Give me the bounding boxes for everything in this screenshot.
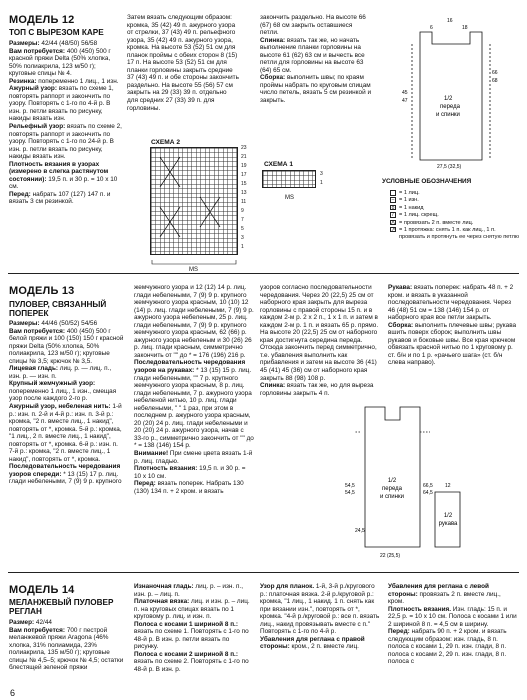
model-13-subtitle: ПУЛОВЕР, СВЯЗАННЫЙ ПОПЕРЕК: [9, 300, 107, 319]
paragraph: Плотность вязания в узорах (измерено в слегка растянутом состоянии): 19,5 п. и 30 р. = 10 х 10 см.: [9, 160, 118, 191]
legend-list: [390, 190, 520, 241]
model-13-title: МОДЕЛЬ 13: [9, 285, 75, 297]
ssk-icon: ↗: [391, 226, 396, 233]
paragraph: Ажурный узор, небеленая нить: 1-й р.: изн. п. 2-й и 4-й р.: изн. п. 3-й р.: кромка, "2 п. вместе лиц., 1 накид", повторять от *, кромка. 5-й р.: кромка, "1 лиц., 2 п. вместе лиц., 1 накид", повторять от *, кромка. 6-й р.: изн. п. 7-й р.: кромка, "2 п. вместе лиц., 1 накид", повторять от *, кромка.: [9, 403, 122, 463]
paragraph: Вам потребуется: 400 (450) 500 г белой пряжи и 100 (150) 150 г красной пряжи Delta (50% хлопка, 50% полиакрила, 123 м/50 г); круговые спицы № 3,5; крючок № 3,5.: [9, 327, 124, 365]
front-back-label-2: переда: [382, 486, 402, 492]
dim-label: 12: [445, 483, 451, 489]
model-14-text-col4: [388, 583, 518, 689]
paragraph: Сборка: выполнить плечевые швы; рукава вшить поверх сборок; выполнить швы рукавов и боковые швы. Все края крючком обвязать красной нитью по 1 круговому р. ст. б/н и по 1 р. «рачьего шага» (ст. б/н слева направо).: [388, 321, 517, 367]
section-divider: [8, 273, 519, 274]
paragraph: Полоса с косами 1 шириной 8 п.: вязать по схеме 1. Повторять с 1-го по 48-й р. В изн. р. петли вязать по рисунку.: [134, 620, 249, 651]
paragraph: Перед: набрать 107 (127) 147 п. и вязать 3 см резинкой.: [9, 190, 111, 206]
paragraph: Размеры: 42/44 (48/50) 56/58: [9, 40, 98, 47]
model-12-text-col3: [260, 14, 372, 154]
schema-2-row-number: 7: [241, 217, 244, 223]
schema-1-row-3: 3: [320, 171, 323, 177]
model-13-text-col3: [260, 284, 382, 397]
schema-2-row-number: 17: [241, 172, 247, 178]
model-12-text-col2: [127, 14, 239, 136]
dim-label: 66,5: [423, 483, 433, 489]
model-12-subtitle: ТОП С ВЫРЕЗОМ КАРЕ: [9, 28, 104, 37]
schema-2-row-number: 11: [241, 199, 247, 205]
schema-2-repeat-bracket: [150, 258, 240, 268]
schema-2-ms-label: MS: [189, 267, 198, 273]
legend-item: / = 1 лиц. скрещ.: [390, 212, 520, 219]
paragraph: Изнаночная гладь: лиц. р. – изн. п., изн. р. – лиц. п.: [134, 583, 243, 598]
schema-1-ms-label: MS: [285, 195, 294, 201]
pattern-label-top-3: 18: [462, 25, 468, 31]
schema-1-label: СХЕМА 1: [264, 161, 294, 168]
paragraph: закончить раздельно. На высоте 66 (67) 68 см закрыть оставшиеся петли.: [260, 14, 366, 37]
model-13-text-col2: [134, 284, 254, 565]
dim-bottom-label: 22 (25,5): [380, 553, 401, 559]
paragraph: Ажурный узор: вязать по схеме 1, повторять раппорт и закончить по узору. Повторять с 1-го по 4-й р. В изн. р. петли вязать по рисунку, накиды вязать изн.: [9, 85, 114, 123]
schema-2-row-number: 15: [241, 181, 247, 187]
front-back-label-1: 1/2: [387, 478, 397, 484]
paragraph: Плотность вязания. Изн. гладь: 15 п. и 22,5 р. = 10 х 10 см. Полоса с косами 1 или 2 шириной 8 п. = 4,5 см в ширину.: [388, 605, 517, 628]
paragraph: Внимание! При смене цвета вязать 1-й р. лиц. гладью.: [134, 450, 253, 465]
paragraph: узоров согласно последовательности чередования. Через 20 (22,5) 25 см от наборного края закрыть для выреза горловины с правой стороны 15 п. и в каждом 2-м р. 2 х 2 п., 1 х 1 п. и затем в каждом 2-м р. 1 п. и вязать 65 р. прямо. На высоте 20 (22,5) 25 см от наборного края достигнута середина переда. Отсюда закончить перед симметрично, т.е. убавления выполнить как прибавления и затем на высоте 36 (41) 45 (41) 45 (36) см от наборного края закрыть 88 (98) 108 р.: [260, 284, 379, 382]
paragraph: Размеры: 44/46 (50/52) 54/56: [9, 320, 98, 327]
schema-2-row-numbers: [241, 146, 253, 256]
pattern-bottom-label: 27,5 (32,5): [437, 164, 462, 170]
pattern-center-label-1: 1/2: [444, 96, 453, 102]
paragraph: Последовательность чередования узоров спереди: * 13 (15) 17 р. лиц. глади небелеными, 7 (9) 9 р. крупного: [9, 463, 122, 486]
paragraph: жемчужного узора и 12 (12) 14 р. лиц. глади небелеными, 7 (9) 9 р. крупного жемчужного узора красным, 10 (10) 12 (14) р. лиц. глади небелеными, 7 (9) 9 р. ажурного узора небеленым, 25 р. лиц. глади небелеными, 7 (9) 9 р. крупного жемчужного узора красным, 62 (66) р. ажурного узора небеленым и 30 (26) 26 р. лиц. глади красным, симметрично закончить от "" до * = 176 (196) 216 р.: [134, 284, 254, 359]
legend-item: o = 1 накид: [391, 204, 424, 211]
twisted-knit-icon: /: [390, 212, 396, 218]
pattern-side-label-1: 66: [492, 70, 498, 76]
schema-2-row-number: 5: [241, 226, 244, 232]
paragraph: Узор для планок. 1-й, 3-й р./кругового р.: платочная вязка. 2-й р./круговой р.: кромка, "1 лиц., 1 накид. 1 п. снять как при вязании изн.", повторять от *, кромка. "4-й р./круговой р.: все п. вязать лиц., накид провязывать вместе с п." Повторять с 1-го по 4-й р.: [260, 583, 380, 636]
pattern-side-label-2: 68: [492, 78, 498, 84]
paragraph: Последовательность чередования узоров на рукавах: * 13 (15) 15 р. лиц. глади небелеными, "" 7 р. крупного жемчужного узора красным, 8 р. лиц. глади небелеными, 7 р. ажурного узора небеленой нитью, 10 р. лиц. глади небелеными, " " 1 раз, при этом в последнем р. ажурного узора красным, 20 (20) 24 р. лиц. глади небелеными и 20 (20) 24 р. ажурного узора, начав с 33-го р., симметрично закончить от "" до * = 138 (146) 154 р.: [134, 359, 254, 450]
legend-item: = 1 лиц.: [390, 190, 520, 197]
paragraph: Сборка: выполнить швы; по краям проймы набрать по круговым спицам число петель, вязать 5 см резинкой и закрыть.: [260, 74, 372, 105]
schema-2-row-number: 3: [241, 235, 244, 241]
legend-title: УСЛОВНЫЕ ОБОЗНАЧЕНИЯ: [382, 178, 472, 185]
schema-2-symbols: [150, 147, 238, 255]
model-14-text-col3: [260, 583, 380, 689]
legend-item: – = 1 изн.: [391, 197, 419, 204]
dim-label: 64,5: [423, 490, 433, 496]
pattern-center-label-2: переда: [440, 104, 460, 110]
paragraph: Рельефный узор: вязать по схеме 2, повторять раппорт и закончить по узору. Повторять с 1-го по 24-й р. В изн. р. петли вязать по рисунку, накиды вязать изн.: [9, 123, 122, 161]
legend-item: ⋀ = провязать 2 п. вместе лиц.: [391, 219, 474, 226]
paragraph: Полоса с косами 2 шириной 8 п.: вязать по схеме 2. Повторять с 1-го по 48-й р. В изн. р.: [134, 650, 249, 674]
schema-1-grid: [262, 170, 316, 188]
paragraph: Рукава: вязать поперек: набрать 48 п. + 2 кром. и вязать в указанной последовательности чередования. Через 46 (48) 51 см = 138 (146) 154 р. от наборного края все петли закрыть.: [388, 284, 514, 322]
schema-2-label: СХЕМА 2: [151, 139, 181, 146]
paragraph: Плотность вязания: 19,5 п. и 30 р. = 10 х 10 см.: [134, 465, 246, 480]
model-14-text-col1: [9, 619, 124, 689]
model-12-title: МОДЕЛЬ 12: [9, 14, 75, 26]
yarn-over-icon: o: [391, 204, 395, 211]
dim-label: 54,5: [345, 490, 355, 496]
front-back-label-3: и спинки: [380, 494, 404, 500]
paragraph: Крупный жемчужный узор: попеременно 1 лиц., 1 изн., смещая узор после каждого 2-го р.: [9, 380, 117, 403]
paragraph: Затем вязать следующим образом: кромка, 35 (42) 49 п. ажурного узора от стрелки, 37 (43) 49 п. рельефного узора, 35 (42) 49 п. ажурного узора, кромка. На высоте 53 (52) 51 см для планок проймы с обеих сторон 8 (15) 17 п. На высоте 53 (52) 51 см для планки горловины закрыть средние 37 (43) 49 п. и обе стороны закончить раздельно. На высоте 55 (56) 57 см закрыть на 29 (33) 39 п. отдельно для средних 27 (33) 39 п. для горловины.: [127, 14, 239, 112]
paragraph: Лицевая гладь: лиц. р. — лиц. п., изн. р. — изн. п.: [9, 365, 112, 380]
model-13-pattern-diagram: [260, 392, 522, 572]
pattern-side-label-3: 45: [402, 90, 408, 96]
schema-2-row-number: 13: [241, 190, 247, 196]
paragraph: Перед: вязать поперек. Набрать 130 (130) 134 п. + 2 кром. и вязать: [134, 480, 244, 495]
section-divider: [8, 572, 519, 573]
paragraph: Спинка: вязать так же, но начать выполнение планки горловины на высоте 61 (62) 63 см и вычесть все петли для горловины на высоте 63 (64) 65 см.: [260, 36, 365, 74]
stitch-purl-icon: –: [391, 197, 395, 204]
model-12-pattern-diagram: [392, 14, 520, 172]
schema-2-row-number: 1: [241, 244, 244, 250]
pattern-label-top-1: 16: [447, 18, 453, 24]
paragraph: Вам потребуется: 400 (450) 500 г красной пряжи Delta (50% хлопка, 50% полиакрила, 123 м/50 г); круговые спицы № 4.: [9, 47, 111, 78]
model-13-text-col4: [388, 284, 518, 392]
stitch-knit-icon: [390, 190, 396, 196]
paragraph: Резинка: попеременно 1 лиц., 1 изн.: [9, 77, 119, 85]
model-14-title: МОДЕЛЬ 14: [9, 584, 75, 596]
page-number: 6: [10, 688, 16, 698]
legend-item: ↗ = 1 протяжка: снять 1 п. как лиц., 1 п. провязать и протянуть ее через снятую петлю: [391, 226, 520, 240]
schema-2-row-number: 21: [241, 154, 247, 160]
sleeve-label-1: 1/2: [443, 513, 453, 519]
model-14-subtitle: МЕЛАНЖЕВЫЙ ПУЛОВЕР РЕГЛАН: [9, 598, 114, 617]
pattern-side-label-4: 47: [402, 98, 408, 104]
paragraph: Убавления для реглана с левой стороны: провязать 2 п. вместе лиц., кром.: [388, 583, 501, 606]
dim-label: 54,5: [345, 483, 355, 489]
pattern-label-top-2: 6: [430, 25, 433, 31]
paragraph: Перед: набрать 90 п. + 2 кром. и вязать следующим образом: изн. гладь, 8 п. полоса с косами 1, 29 п. изн. глади, 8 п. полоса с косами 2, 29 п. изн. глади, 8 п. полоса с: [388, 628, 507, 666]
schema-2-row-number: 19: [241, 163, 247, 169]
sleeve-label-2: рукава: [438, 521, 458, 527]
dim-label: 24,5: [355, 528, 365, 534]
pattern-center-label-3: и спинки: [436, 112, 460, 118]
paragraph: Размер: 42/44: [9, 619, 52, 626]
paragraph: Спинка: вязать так же, но для выреза горловины закрыть 4 п.: [260, 382, 374, 397]
k2tog-icon: ⋀: [391, 219, 396, 226]
model-12-text-col1: [9, 40, 122, 258]
schema-1-row-1: 1: [320, 180, 323, 186]
paragraph: Вам потребуется: 700 г пестрой меланжевой пряжи Aragona (46% хлопка, 31% полиамида, 23% полиакрила, 135 м/50 г); круговые спицы № 4,5–5; крючок № 4,5; остатки блестящей зеленой пряжи: [9, 626, 124, 672]
schema-2-row-number: 23: [241, 145, 247, 151]
paragraph: Убавления для реглана с правой стороны: кром., 2 п. вместе лиц.: [260, 635, 365, 651]
schema-2-row-number: 9: [241, 208, 244, 214]
model-13-text-col1: [9, 320, 124, 565]
paragraph: Платочная вязка: лиц. и изн. р. – лиц. п. на круговых спицах вязать по 1 круговому р. лиц. и изн. п.: [134, 598, 250, 621]
model-14-text-col2: [134, 583, 254, 689]
